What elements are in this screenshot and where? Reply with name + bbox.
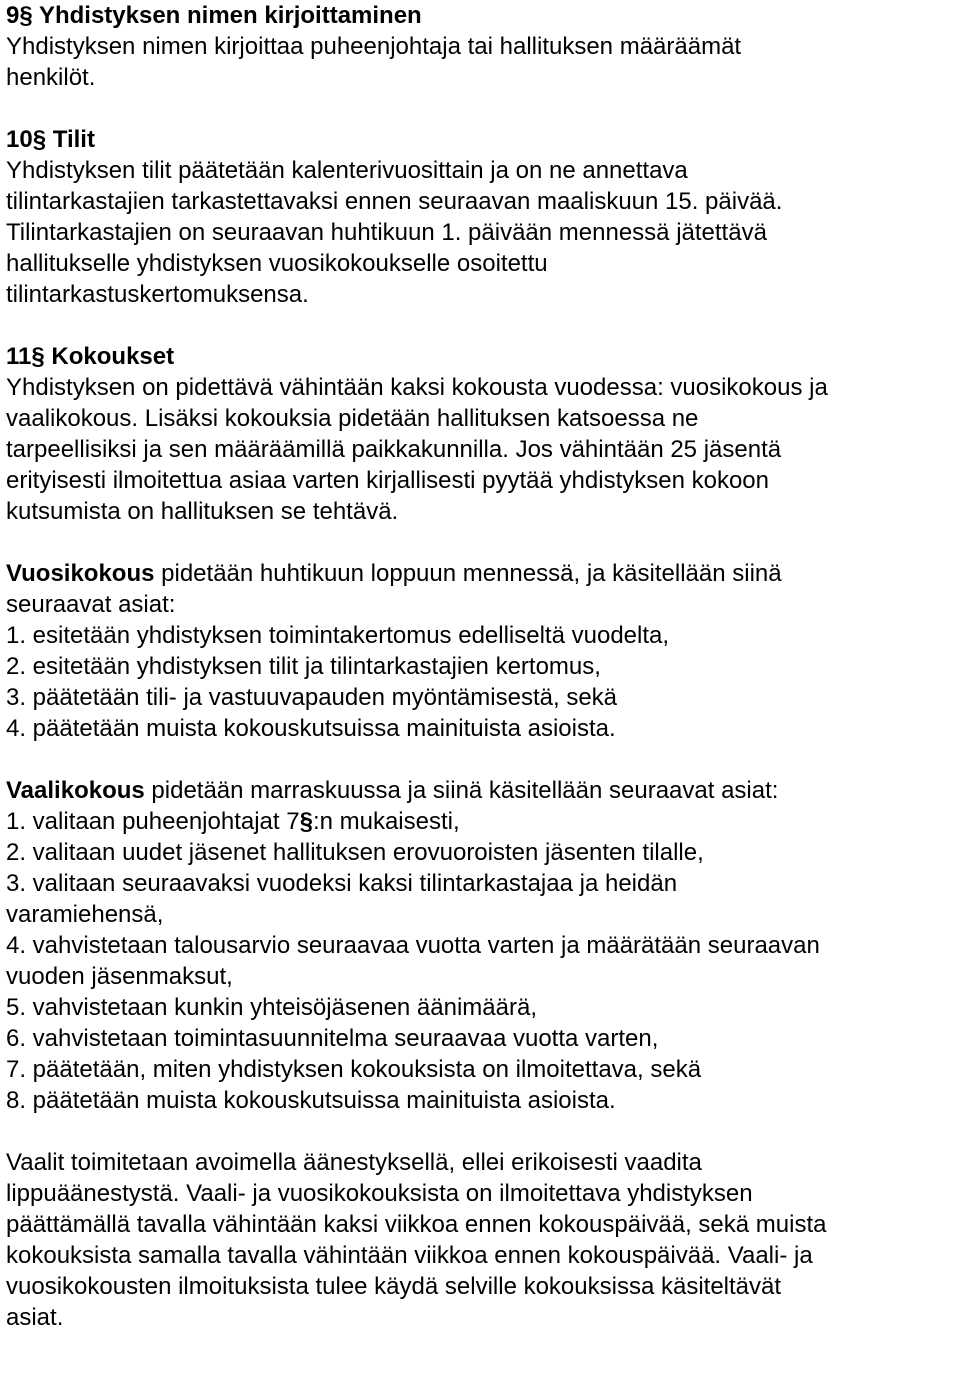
paragraph-line: hallitukselle yhdistyksen vuosikokoukselle osoitettu [6,250,548,277]
section-sign: § [32,126,47,153]
paragraph-line: Yhdistyksen nimen kirjoittaa puheenjohtaja tai hallituksen määräämät [6,33,742,60]
section-number: 9 [6,2,20,29]
paragraph-line: kokouksista samalla tavalla vähintään viikkoa ennen kokouspäivää. Vaali- ja [6,1242,813,1269]
list-item: 2. valitaan uudet jäsenet hallituksen erovuoroisten jäsenten tilalle, [6,839,704,866]
section-9-heading [6,0,956,31]
paragraph-line: henkilöt. [6,64,96,91]
list-item: 3. valitaan seuraavaksi vuodeksi kaksi tilintarkastajaa ja heidän [6,870,678,897]
vuosikokous-intro-text: pidetään huhtikuun loppuun mennessä, ja käsitellään siinä [154,560,782,587]
list-item: 7. päätetään, miten yhdistyksen kokouksista on ilmoitettava, sekä [6,1056,702,1083]
list-item-text: :n mukaisesti, [312,808,460,835]
vaalikokous-intro-text: pidetään marraskuussa ja siinä käsitellään seuraavat asiat: [144,777,779,804]
section-title: Tilit [46,126,95,153]
paragraph-line: asiat. [6,1304,64,1331]
list-item: 3. päätetään tili- ja vastuuvapauden myöntämisestä, sekä [6,684,618,711]
list-item: 8. päätetään muista kokouskutsuissa mainituista asioista. [6,1087,616,1114]
section-number: 11 [6,343,32,370]
section-number: 10 [6,126,33,153]
list-item: 5. vahvistetaan kunkin yhteisöjäsenen äänimäärä, [6,994,537,1021]
section-title: Yhdistyksen nimen kirjoittaminen [32,2,422,29]
list-item-text: 1. valitaan puheenjohtajat 7 [6,808,300,835]
list-item [6,806,956,837]
paragraph-line: tilintarkastajien tarkastettavaksi ennen seuraavan maaliskuun 15. päivää. [6,188,783,215]
section-sign: § [31,343,45,370]
section-11-heading [6,341,956,372]
paragraph-line: vuosikokousten ilmoituksista tulee käydä selville kokouksissa käsiteltävät [6,1273,782,1300]
vaalikokous-term: Vaalikokous [6,777,145,804]
paragraph-line: tarpeellisiksi ja sen määräämillä paikkakunnilla. Jos vähintään 25 jäsentä [6,436,782,463]
paragraph-line: päättämällä tavalla vähintään kaksi viikkoa ennen kokouspäivää, sekä muista [6,1211,827,1238]
section-title: Kokoukset [44,343,175,370]
paragraph-line: tilintarkastuskertomuksensa. [6,281,309,308]
paragraph-line: kutsumista on hallituksen se tehtävä. [6,498,399,525]
list-item: 4. vahvistetaan talousarvio seuraavaa vuotta varten ja määrätään seuraavan [6,932,820,959]
list-item: vuoden jäsenmaksut, [6,963,233,990]
list-item: varamiehensä, [6,901,164,928]
paragraph-line: erityisesti ilmoitettua asiaa varten kirjallisesti pyytää yhdistyksen kokoon [6,467,769,494]
list-item: 6. vahvistetaan toimintasuunnitelma seuraavaa vuotta varten, [6,1025,659,1052]
list-item: 4. päätetään muista kokouskutsuissa mainituista asioista. [6,715,616,742]
list-item: 2. esitetään yhdistyksen tilit ja tilintarkastajien kertomus, [6,653,601,680]
paragraph-line: Vaalit toimitetaan avoimella äänestyksellä, ellei erikoisesti vaadita [6,1149,702,1176]
vuosikokous-term: Vuosikokous [6,560,155,587]
paragraph-line: Yhdistyksen tilit päätetään kalenterivuosittain ja on ne annettava [6,157,688,184]
section-sign: § [299,808,313,835]
vuosikokous-intro [6,558,956,589]
vaalikokous-intro [6,775,956,806]
section-10-heading [6,124,956,155]
section-sign: § [19,2,33,29]
paragraph-line: vaalikokous. Lisäksi kokouksia pidetään hallituksen katsoessa ne [6,405,699,432]
paragraph-line: seuraavat asiat: [6,591,176,618]
paragraph-line: Yhdistyksen on pidettävä vähintään kaksi kokousta vuodessa: vuosikokous ja [6,374,828,401]
list-item: 1. esitetään yhdistyksen toimintakertomus edelliseltä vuodelta, [6,622,670,649]
paragraph-line: lippuäänestystä. Vaali- ja vuosikokouksista on ilmoitettava yhdistyksen [6,1180,753,1207]
paragraph-line: Tilintarkastajien on seuraavan huhtikuun 1. päivään mennessä jätettävä [6,219,767,246]
